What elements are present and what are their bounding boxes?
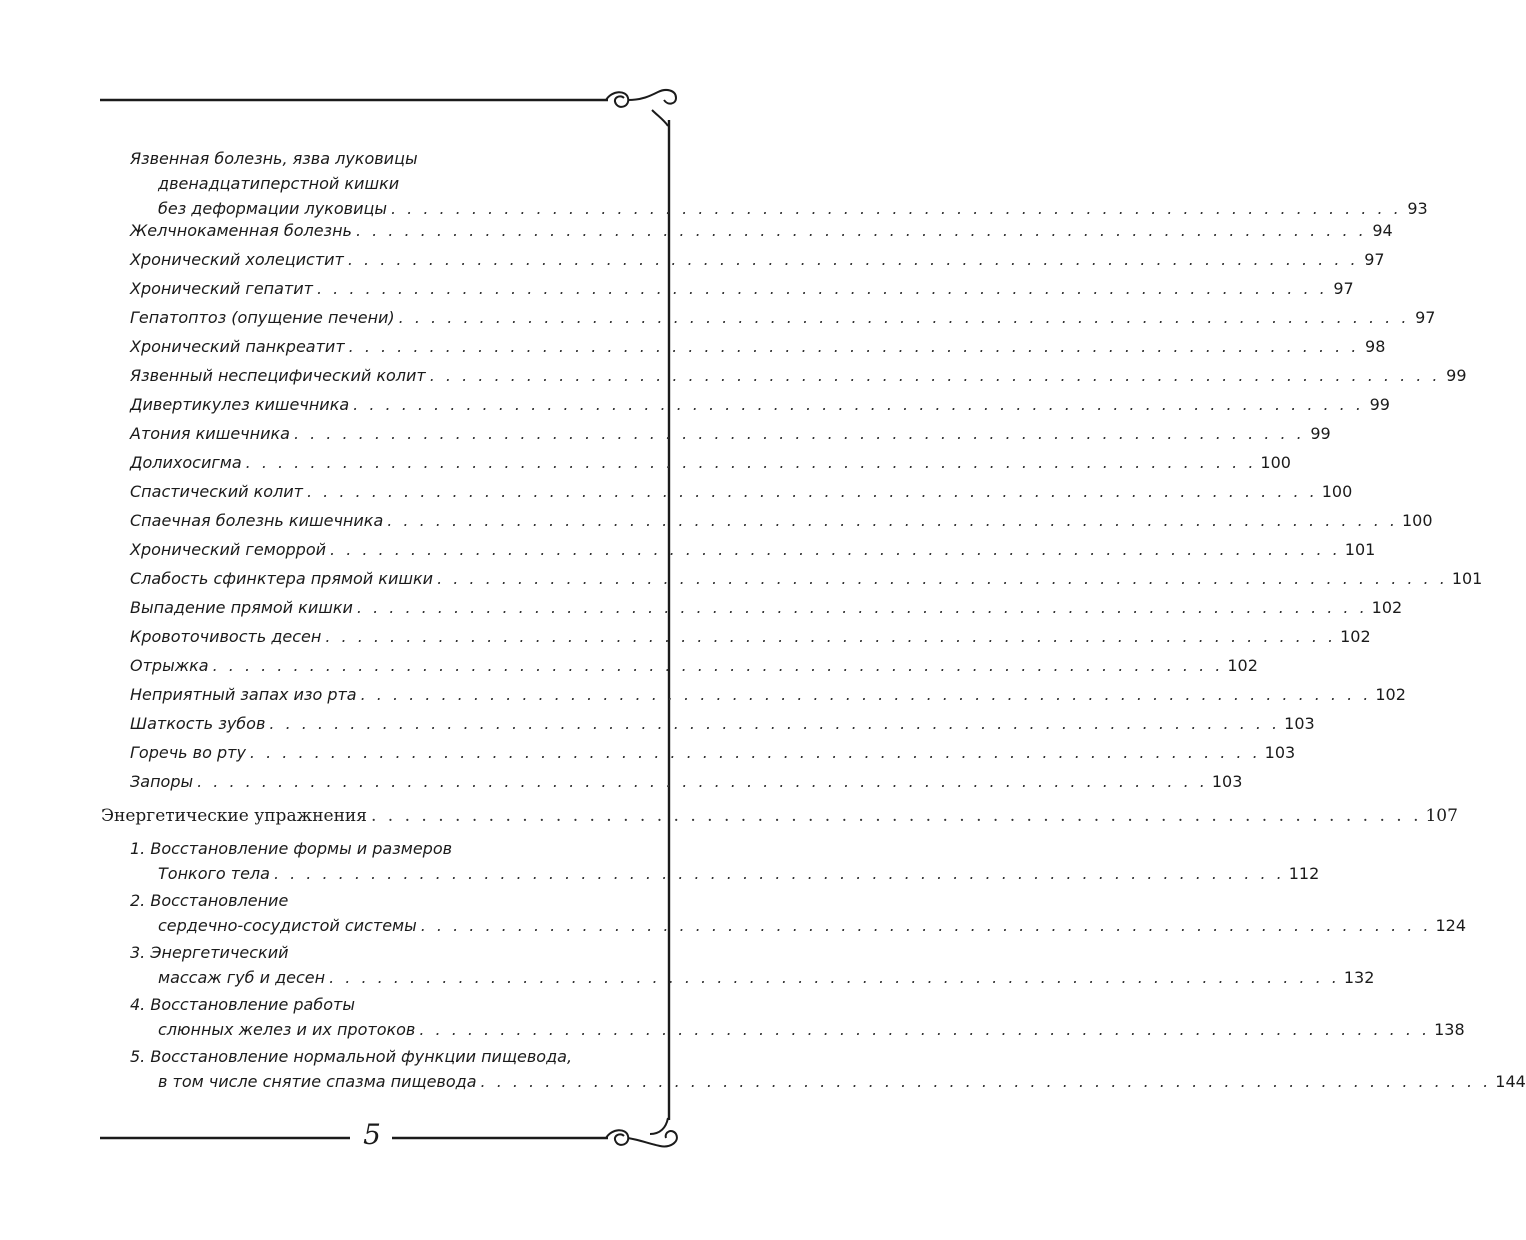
toc-page-number: 132 bbox=[1343, 968, 1375, 987]
toc-entry[interactable] bbox=[130, 682, 1406, 707]
toc-entry[interactable] bbox=[130, 940, 1375, 990]
toc-entry-title: Слабость сфинктера прямой кишки bbox=[130, 569, 434, 588]
dot-leader: . . . . . . . . . . . . . . . . . . . . . . . . . . . . . . . . . . . . . . . . . . . . . . . . . . . . . . . . . . . . . . . bbox=[269, 714, 1281, 733]
dot-leader: . . . . . . . . . . . . . . . . . . . . . . . . . . . . . . . . . . . . . . . . . . . . . . . . . . . . . . . . . . . . . . . bbox=[197, 772, 1208, 791]
toc-entry-title: массаж губ и десен bbox=[158, 968, 326, 987]
toc-page-number: 102 bbox=[1227, 656, 1258, 675]
toc-entry-title: Хронический холецистит bbox=[130, 250, 344, 269]
toc-page-number: 100 bbox=[1402, 511, 1433, 530]
toc-page-number: 103 bbox=[1264, 743, 1296, 762]
dot-leader: . . . . . . . . . . . . . . . . . . . . . . . . . . . . . . . . . . . . . . . . . . . . . . . . . . . . . . . . . . . . . . . bbox=[398, 308, 1410, 327]
section-page-number: 107 bbox=[1425, 806, 1458, 826]
toc-entry-title: Дивертикулез кишечника bbox=[130, 395, 350, 414]
toc-entry-title: Хронический панкреатит bbox=[130, 337, 345, 356]
dot-leader: . . . . . . . . . . . . . . . . . . . . . . . . . . . . . . . . . . . . . . . . . . . . . . . . . . . . . . . . . . . . . . . bbox=[348, 337, 1360, 356]
dot-leader: . . . . . . . . . . . . . . . . . . . . . . . . . . . . . . . . . . . . . . . . . . . . . . . . . . . . . . . . . . . . . . . bbox=[347, 250, 1359, 269]
toc-page-number: 100 bbox=[1260, 453, 1291, 472]
toc-entry-title: Язвенная болезнь, язва луковицы bbox=[130, 149, 418, 168]
toc-entry[interactable] bbox=[130, 305, 1436, 330]
toc-entry-title: Долихосигма bbox=[130, 453, 242, 472]
toc-page-number: 102 bbox=[1371, 598, 1403, 617]
toc-entry[interactable] bbox=[130, 769, 1243, 794]
toc-entry-title: 4. Восстановление работы bbox=[130, 995, 355, 1014]
toc-page-number: 99 bbox=[1369, 395, 1390, 414]
toc-entry-title: Хронический гепатит bbox=[130, 279, 313, 298]
toc-entry-title: Запоры bbox=[130, 772, 194, 791]
section-title: Энергетические упражнения bbox=[101, 806, 367, 826]
toc-entry[interactable] bbox=[130, 711, 1315, 736]
toc-entry[interactable] bbox=[130, 334, 1386, 359]
toc-entry[interactable] bbox=[130, 146, 1428, 221]
toc-page-number: 102 bbox=[1375, 685, 1406, 704]
toc-entry-title: Гепатоптоз (опущение печени) bbox=[130, 308, 395, 327]
toc-entry-title: Тонкого тела bbox=[158, 864, 270, 883]
toc-entry[interactable] bbox=[130, 1044, 1526, 1094]
dot-leader: . . . . . . . . . . . . . . . . . . . . . . . . . . . . . . . . . . . . . . . . . . . . . . . . . . . . . . . . . . . . . . . bbox=[245, 453, 1257, 472]
page-number: 5 bbox=[363, 1118, 381, 1151]
dot-leader: . . . . . . . . . . . . . . . . . . . . . . . . . . . . . . . . . . . . . . . . . . . . . . . . . . . . . . . . . . . . . . . bbox=[420, 916, 1432, 935]
dot-leader: . . . . . . . . . . . . . . . . . . . . . . . . . . . . . . . . . . . . . . . . . . . . . . . . . . . . . . . . . . . . . . . bbox=[353, 395, 1364, 414]
toc-entry-title: Шаткость зубов bbox=[130, 714, 266, 733]
dot-leader: . . . . . . . . . . . . . . . . . . . . . . . . . . . . . . . . . . . . . . . . . . . . . . . . . . . . . . . . . . . . . . . bbox=[307, 482, 1318, 501]
toc-page-number: 98 bbox=[1365, 337, 1386, 356]
toc-entry-title: Отрыжка bbox=[130, 656, 209, 675]
toc-entry[interactable] bbox=[130, 276, 1354, 301]
toc-entry-title: Желчнокаменная болезнь bbox=[130, 221, 352, 240]
toc-page-number: 112 bbox=[1288, 864, 1320, 883]
toc-entry[interactable] bbox=[130, 392, 1390, 417]
toc-entry[interactable] bbox=[130, 537, 1376, 562]
toc-entry[interactable] bbox=[130, 888, 1467, 938]
toc-page-number: 144 bbox=[1495, 1072, 1526, 1091]
dot-leader: . . . . . . . . . . . . . . . . . . . . . . . . . . . . . . . . . . . . . . . . . . . . . . . . . . . . . . . . . . . . . . . bbox=[419, 1020, 1431, 1039]
toc-entry-title: сердечно-сосудистой системы bbox=[158, 916, 417, 935]
toc-entry[interactable] bbox=[130, 479, 1353, 504]
dot-leader: . . . . . . . . . . . . . . . . . . . . . . . . . . . . . . . . . . . . . . . . . . . . . . . . . . . . . . . . . . . . . . . bbox=[355, 221, 1367, 240]
toc-entry[interactable] bbox=[130, 624, 1371, 649]
toc-entry[interactable] bbox=[130, 653, 1258, 678]
toc-entry-title: Атония кишечника bbox=[130, 424, 290, 443]
toc-entry-title: Кровоточивость десен bbox=[130, 627, 322, 646]
toc-page-number: 102 bbox=[1340, 627, 1371, 646]
toc-entry-title: Язвенный неспецифический колит bbox=[130, 366, 426, 385]
dot-leader: . . . . . . . . . . . . . . . . . . . . . . . . . . . . . . . . . . . . . . . . . . . . . . . . . . . . . . . . . . . . . . . bbox=[480, 1072, 1492, 1091]
toc-entry-title: Хронический геморрой bbox=[130, 540, 327, 559]
dot-leader: . . . . . . . . . . . . . . . . . . . . . . . . . . . . . . . . . . . . . . . . . . . . . . . . . . . . . . . . . . . . . . . bbox=[316, 279, 1328, 298]
toc-page-number: 100 bbox=[1321, 482, 1353, 501]
toc-entry-title: Спаечная болезнь кишечника bbox=[130, 511, 384, 530]
dot-leader: . . . . . . . . . . . . . . . . . . . . . . . . . . . . . . . . . . . . . . . . . . . . . . . . . . . . . . . . . . . . . . . bbox=[330, 540, 1341, 559]
dot-leader: . . . . . . . . . . . . . . . . . . . . . . . . . . . . . . . . . . . . . . . . . . . . . . . . . . . . . . . . . . . . . . . bbox=[325, 627, 1337, 646]
toc-page-number: 97 bbox=[1415, 308, 1436, 327]
dot-leader: . . . . . . . . . . . . . . . . . . . . . . . . . . . . . . . . . . . . . . . . . . . . . . . . . . . . . . . . . . . . . . . bbox=[387, 511, 1398, 530]
toc-section-heading[interactable] bbox=[101, 803, 1458, 829]
toc-page-number: 138 bbox=[1434, 1020, 1465, 1039]
toc-entry-title: 1. Восстановление формы и размеров bbox=[130, 839, 453, 858]
dot-leader: . . . . . . . . . . . . . . . . . . . . . . . . . . . . . . . . . . . . . . . . . . . . . . . . . . . . . . . . . . . . . . . bbox=[437, 569, 1448, 588]
toc-page-number: 103 bbox=[1211, 772, 1243, 791]
toc-page-number: 94 bbox=[1372, 221, 1393, 240]
toc-entry-title: без деформации луковицы bbox=[158, 199, 387, 218]
toc-entry[interactable] bbox=[130, 218, 1393, 243]
dot-leader: . . . . . . . . . . . . . . . . . . . . . . . . . . . . . . . . . . . . . . . . . . . . . . . . . . . . . . . . . . . . . . . bbox=[390, 199, 1402, 218]
toc-page-number: 97 bbox=[1364, 250, 1385, 269]
toc-entry[interactable] bbox=[130, 363, 1467, 388]
dot-leader: . . . . . . . . . . . . . . . . . . . . . . . . . . . . . . . . . . . . . . . . . . . . . . . . . . . . . . . . . . . . . . . bbox=[273, 864, 1285, 883]
toc-entry[interactable] bbox=[130, 836, 1320, 886]
dot-leader: . . . . . . . . . . . . . . . . . . . . . . . . . . . . . . . . . . . . . . . . . . . . . . . . . . . . . . . . . . . . . . . bbox=[429, 366, 1441, 385]
toc-page-number: 99 bbox=[1446, 366, 1467, 385]
toc-entry-title: Спастический колит bbox=[130, 482, 303, 501]
toc-entry[interactable] bbox=[130, 247, 1385, 272]
toc-entry[interactable] bbox=[130, 595, 1403, 620]
toc-entry-title: в том числе снятие спазма пищевода bbox=[158, 1072, 477, 1091]
dot-leader: . . . . . . . . . . . . . . . . . . . . . . . . . . . . . . . . . . . . . . . . . . . . . . . . . . . . . . . . . . . . . . . bbox=[212, 656, 1224, 675]
toc-entry-title: двенадцатиперстной кишки bbox=[158, 174, 400, 193]
dot-leader: . . . . . . . . . . . . . . . . . . . . . . . . . . . . . . . . . . . . . . . . . . . . . . . . . . . . . . . . . . . . . . . bbox=[356, 598, 1368, 617]
dot-leader: . . . . . . . . . . . . . . . . . . . . . . . . . . . . . . . . . . . . . . . . . . . . . . . . . . . . . . . . . . . . . . . bbox=[329, 968, 1340, 987]
toc-entry-title: 2. Восстановление bbox=[130, 891, 289, 910]
toc-entry-title: Горечь во рту bbox=[130, 743, 246, 762]
dot-leader: . . . . . . . . . . . . . . . . . . . . . . . . . . . . . . . . . . . . . . . . . . . . . . . . . . . . . . . . . . . . . . . bbox=[293, 424, 1305, 443]
toc-entry[interactable] bbox=[130, 992, 1465, 1042]
toc-page-number: 99 bbox=[1310, 424, 1331, 443]
toc-entry-title: Выпадение прямой кишки bbox=[130, 598, 353, 617]
toc-page-number: 101 bbox=[1344, 540, 1376, 559]
toc-page-number: 103 bbox=[1284, 714, 1315, 733]
toc-page-number: 124 bbox=[1435, 916, 1467, 935]
dot-leader: . . . . . . . . . . . . . . . . . . . . . . . . . . . . . . . . . . . . . . . . . . . . . . . . . . . . . . . . . . . . . . . bbox=[371, 806, 1422, 826]
toc-entry[interactable] bbox=[130, 508, 1433, 533]
toc-entry-title: Неприятный запах изо рта bbox=[130, 685, 357, 704]
toc-entry-title: 3. Энергетический bbox=[130, 943, 289, 962]
dot-leader: . . . . . . . . . . . . . . . . . . . . . . . . . . . . . . . . . . . . . . . . . . . . . . . . . . . . . . . . . . . . . . . bbox=[249, 743, 1261, 762]
toc-page-number: 97 bbox=[1333, 279, 1354, 298]
toc-page-number: 93 bbox=[1407, 199, 1428, 218]
toc-page-number: 101 bbox=[1451, 569, 1483, 588]
toc-entry-title: 5. Восстановление нормальной функции пищевода, bbox=[130, 1047, 573, 1066]
toc-entry-title: слюнных желез и их протоков bbox=[158, 1020, 416, 1039]
dot-leader: . . . . . . . . . . . . . . . . . . . . . . . . . . . . . . . . . . . . . . . . . . . . . . . . . . . . . . . . . . . . . . . bbox=[360, 685, 1372, 704]
toc-entry[interactable] bbox=[130, 421, 1331, 446]
toc-entry[interactable] bbox=[130, 740, 1296, 765]
toc-entry[interactable] bbox=[130, 566, 1483, 591]
toc-entry[interactable] bbox=[130, 450, 1291, 475]
